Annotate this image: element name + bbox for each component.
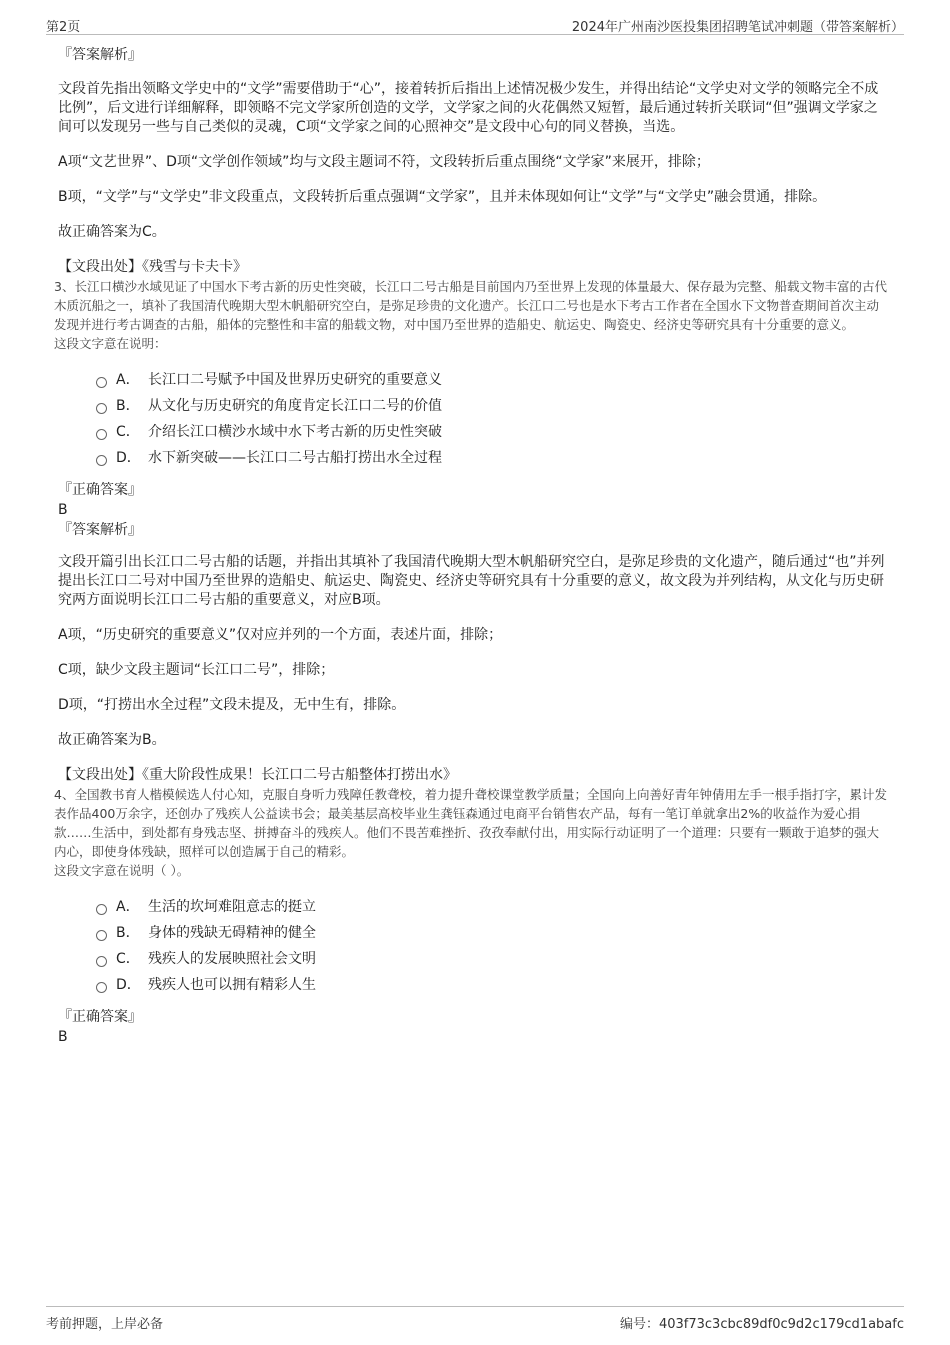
analysis-paragraph: 故正确答案为C。 bbox=[58, 224, 166, 240]
correct-answer: B bbox=[58, 1029, 68, 1045]
page-number: 第2页 bbox=[46, 20, 81, 35]
source-citation: 【文段出处】《残雪与卡夫卡》 bbox=[58, 259, 247, 275]
correct-answer-label: 『正确答案』 bbox=[58, 1009, 142, 1025]
correct-answer-label: 『正确答案』 bbox=[58, 482, 142, 498]
radio-icon[interactable] bbox=[96, 904, 107, 915]
option-list bbox=[96, 367, 890, 471]
radio-icon[interactable] bbox=[96, 982, 107, 993]
question-prompt: 这段文字意在说明： bbox=[54, 336, 167, 351]
radio-icon[interactable] bbox=[96, 930, 107, 941]
analysis-paragraph: 故正确答案为B。 bbox=[58, 732, 166, 748]
analysis-paragraph: A项“文艺世界”、D项“文学创作领域”均与文段主题词不符，文段转折后重点围绕“文学家”来展开，排除； bbox=[58, 154, 710, 170]
footer-slogan: 考前押题，上岸必备 bbox=[46, 1317, 164, 1332]
option-c[interactable]: C． 残疾人的发展映照社会文明 bbox=[96, 946, 890, 972]
radio-icon[interactable] bbox=[96, 403, 107, 414]
page-header bbox=[46, 14, 904, 35]
option-b[interactable]: B． 从文化与历史研究的角度肯定长江口二号的价值 bbox=[96, 393, 890, 419]
analysis-paragraph: C项，缺少文段主题词“长江口二号”，排除； bbox=[58, 662, 335, 678]
correct-answer: B bbox=[58, 502, 68, 518]
radio-icon[interactable] bbox=[96, 455, 107, 466]
source-citation: 【文段出处】《重大阶段性成果！长江口二号古船整体打捞出水》 bbox=[58, 767, 457, 783]
radio-icon[interactable] bbox=[96, 429, 107, 440]
option-c[interactable]: C． 介绍长江口横沙水域中水下考古新的历史性突破 bbox=[96, 419, 890, 445]
option-list bbox=[96, 894, 890, 998]
document-title: 2024年广州南沙医投集团招聘笔试冲刺题（带答案解析） bbox=[571, 20, 904, 35]
analysis-paragraph: D项，“打捞出水全过程”文段未提及，无中生有，排除。 bbox=[58, 697, 406, 713]
option-b[interactable]: B． 身体的残缺无碍精神的健全 bbox=[96, 920, 890, 946]
analysis-label: 『答案解析』 bbox=[58, 522, 142, 538]
analysis-paragraph: 文段开篇引出长江口二号古船的话题，并指出其填补了我国清代晚期大型木帆船研究空白，是弥足珍贵的文化遗产，随后通过“也”并列提出长江口二号对中国乃至世界的造船史、航运史、陶瓷史、经济史等研究具有十分重要的意义，故文段为并列结构，从文化与历史研究两方面说明长江口二号古船的重要意义，对应B项。 bbox=[58, 554, 885, 608]
page-content bbox=[54, 44, 890, 1046]
question-text: 3、长江口横沙水域见证了中国水下考古新的历史性突破，长江口二号古船是目前国内乃至世界上发现的体量最大、保存最为完整、船载文物丰富的古代木质沉船之一，填补了我国清代晚期大型木帆船研究空白，是弥足珍贵的文化遗产。长江口二号也是水下考古工作者在全国水下文物普查期间首次主动发现并进行考古调查的古船，船体的完整性和丰富的船载文物，对中国乃至世界的造船史、航运史、陶瓷史、经济史等研究具有十分重要的意义。 bbox=[54, 279, 887, 332]
analysis-label: 『答案解析』 bbox=[58, 47, 142, 63]
analysis-paragraph: B项，“文学”与“文学史”非文段重点，文段转折后重点强调“文学家”，且并未体现如何让“文学”与“文学史”融会贯通，排除。 bbox=[58, 189, 827, 205]
question-prompt: 这段文字意在说明（ ）。 bbox=[54, 863, 190, 878]
analysis-paragraph: A项，“历史研究的重要意义”仅对应并列的一个方面，表述片面，排除； bbox=[58, 627, 503, 643]
document-id: 编号：403f73c3cbc89df0c9d2c179cd1abafc bbox=[619, 1317, 904, 1332]
analysis-paragraph: 文段首先指出领略文学史中的“文学”需要借助于“心”，接着转折后指出上述情况极少发生，并得出结论“文学史对文学的领略完全不成比例”，后文进行详细解释，即领略不完文学家所创造的文学，文学家之间的火花偶然又短暂，最后通过转折关联词“但”强调文学家之间可以发现另一些与自己类似的灵魂，C项“文学家之间的心照神交”是文段中心句的同义替换，当选。 bbox=[58, 81, 879, 135]
option-d[interactable]: D． 残疾人也可以拥有精彩人生 bbox=[96, 972, 890, 998]
page-footer bbox=[46, 1306, 904, 1331]
option-a[interactable]: A． 生活的坎坷难阻意志的挺立 bbox=[96, 894, 890, 920]
option-d[interactable]: D． 水下新突破——长江口二号古船打捞出水全过程 bbox=[96, 445, 890, 471]
radio-icon[interactable] bbox=[96, 956, 107, 967]
question-text: 4、全国教书育人楷模候选人付心知，克服自身听力残障任教聋校，着力提升聋校课堂教学质量；全国向上向善好青年钟倩用左手一根手指打字，累计发表作品400万余字，还创办了残疾人公益读书会；最美基层高校毕业生龚钰森通过电商平台销售农产品，每有一笔订单就拿出2%的收益作为爱心捐款……生活中，到处都有身残志坚、拼搏奋斗的残疾人。他们不畏苦难挫折、孜孜奉献付出，用实际行动证明了一个道理：只要有一颗敢于追梦的强大内心，即使身体残缺，照样可以创造属于自己的精彩。 bbox=[54, 787, 887, 859]
option-a[interactable]: A． 长江口二号赋予中国及世界历史研究的重要意义 bbox=[96, 367, 890, 393]
radio-icon[interactable] bbox=[96, 377, 107, 388]
